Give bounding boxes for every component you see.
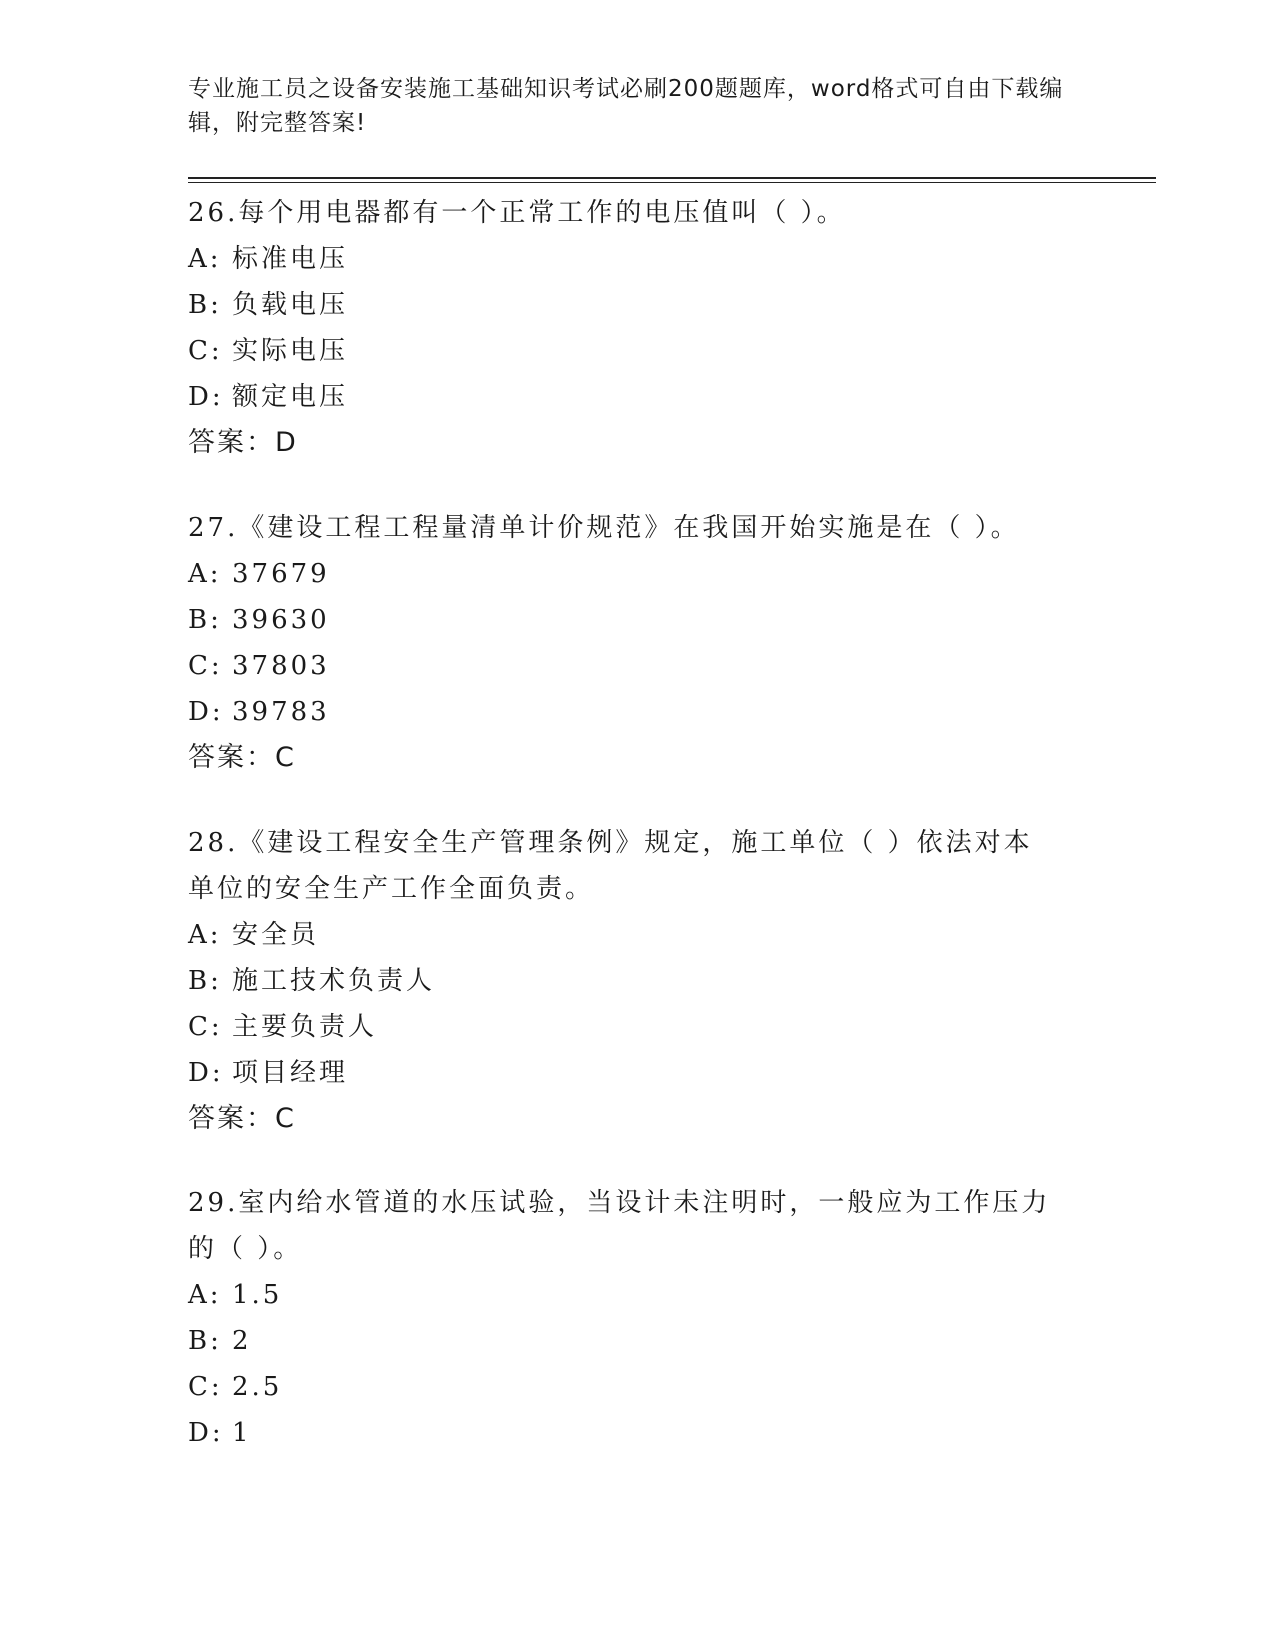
option-b [188, 282, 1088, 328]
option-text: 37803 [232, 651, 330, 681]
option-b [188, 597, 1088, 643]
option-d [188, 1050, 1088, 1096]
option-letter: D: [188, 1058, 224, 1088]
option-text: 39783 [232, 697, 330, 727]
option-a [188, 551, 1088, 597]
option-text: 安全员 [232, 920, 320, 950]
option-text: 1 [232, 1418, 252, 1448]
answer-line: 答案：D [188, 427, 298, 458]
option-letter: B: [188, 966, 222, 996]
option-text: 负载电压 [232, 290, 349, 320]
option-letter: D: [188, 382, 224, 412]
option-c [188, 328, 1088, 374]
option-text: 1.5 [232, 1280, 283, 1310]
option-text: 项目经理 [232, 1058, 349, 1088]
option-c [188, 643, 1088, 689]
option-c [188, 1004, 1088, 1050]
option-letter: A: [188, 244, 222, 274]
option-text: 标准电压 [232, 244, 349, 274]
header-divider-thin [188, 182, 1156, 183]
option-text: 37679 [232, 559, 330, 589]
option-letter: A: [188, 1280, 222, 1310]
answer-line: 答案：C [188, 742, 296, 773]
question-28 [188, 820, 1088, 1142]
option-d [188, 374, 1088, 420]
option-letter: C: [188, 336, 223, 366]
answer-line: 答案：C [188, 1103, 296, 1134]
option-letter: C: [188, 1372, 223, 1402]
option-a [188, 236, 1088, 282]
option-b [188, 958, 1088, 1004]
option-text: 2.5 [232, 1372, 283, 1402]
option-letter: C: [188, 1012, 223, 1042]
option-letter: A: [188, 920, 222, 950]
option-letter: B: [188, 1326, 222, 1356]
option-c [188, 1364, 1088, 1410]
option-text: 39630 [232, 605, 330, 635]
option-letter: A: [188, 559, 222, 589]
header-divider-thick [188, 177, 1156, 179]
option-letter: D: [188, 697, 224, 727]
option-text: 施工技术负责人 [232, 966, 436, 996]
option-letter: B: [188, 290, 222, 320]
question-stem: 27.《建设工程工程量清单计价规范》在我国开始实施是在（ ）。 [188, 513, 1020, 543]
question-stem: 26.每个用电器都有一个正常工作的电压值叫（ ）。 [188, 198, 846, 228]
option-letter: C: [188, 651, 223, 681]
question-stem: 29.室内给水管道的水压试验，当设计未注明时，一般应为工作压力的（ ）。 [188, 1188, 1051, 1264]
option-d [188, 689, 1088, 735]
option-d [188, 1410, 1088, 1456]
option-text: 实际电压 [232, 336, 349, 366]
option-text: 2 [232, 1326, 252, 1356]
option-a [188, 912, 1088, 958]
question-27 [188, 505, 1088, 781]
option-letter: B: [188, 605, 222, 635]
question-stem: 28.《建设工程安全生产管理条例》规定，施工单位（ ）依法对本单位的安全生产工作全面负责。 [188, 828, 1033, 904]
option-a [188, 1272, 1088, 1318]
question-26 [188, 190, 1088, 466]
option-b [188, 1318, 1088, 1364]
option-letter: D: [188, 1418, 224, 1448]
option-text: 主要负责人 [232, 1012, 378, 1042]
question-29 [188, 1180, 1088, 1456]
option-text: 额定电压 [232, 382, 349, 412]
document-header: 专业施工员之设备安装施工基础知识考试必刷200题题库，word格式可自由下载编辑，附完整答案! [188, 76, 1064, 136]
